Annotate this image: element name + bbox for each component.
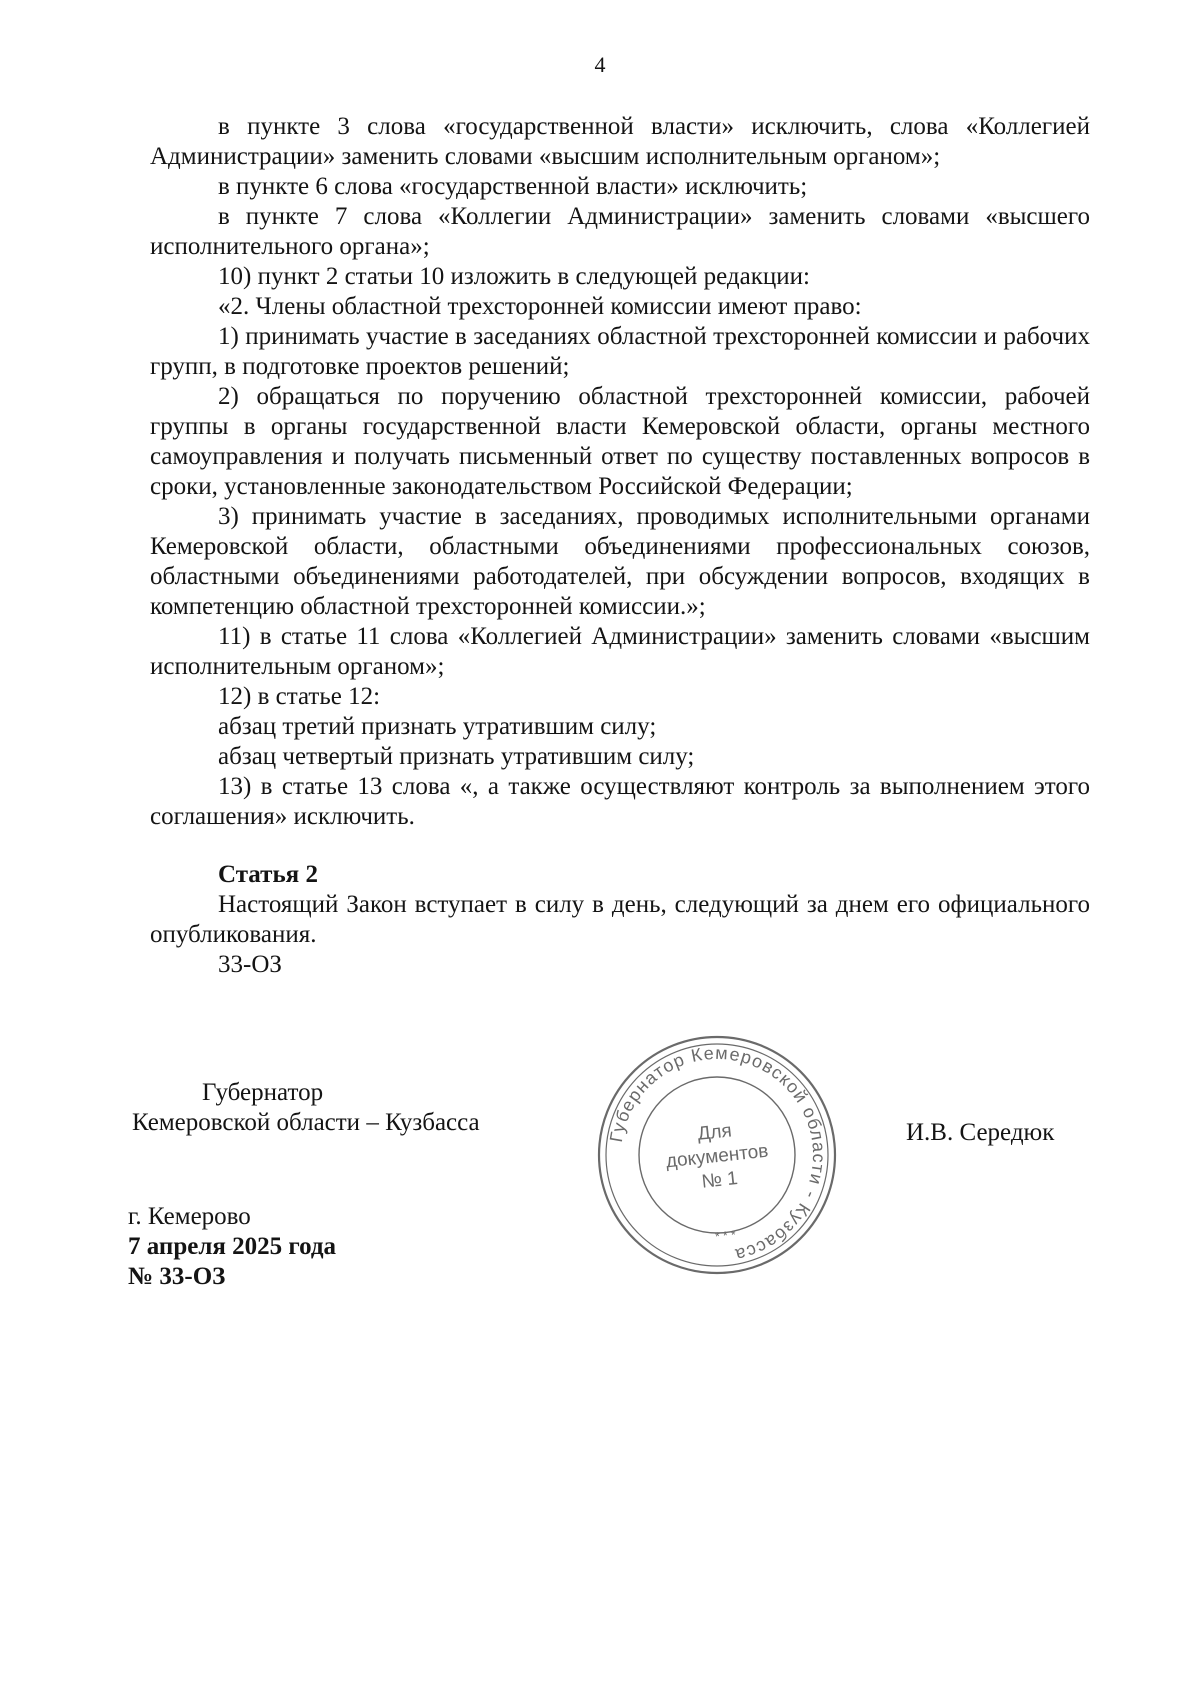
paragraph: 13) в статье 13 слова «, а также осуществляют контроль за выполнением этого соглашения» исключить. <box>150 773 1090 830</box>
signature-title <box>132 1078 532 1138</box>
law-number: № 33-ОЗ <box>128 1263 226 1290</box>
paragraph: 12) в статье 12: <box>218 683 381 710</box>
signatory-name: И.В. Середюк <box>906 1119 1055 1146</box>
seal-stars: * * * <box>714 1227 737 1244</box>
seal-line: Для <box>696 1120 733 1145</box>
paragraph: абзац третий признать утратившим силу; <box>218 713 657 740</box>
paragraph: «2. Члены областной трехсторонней комиссии имеют право: <box>218 293 862 320</box>
signature-title-line: Губернатор <box>202 1079 324 1106</box>
law-code: 33-ОЗ <box>218 951 282 978</box>
adoption-date: 7 апреля 2025 года <box>128 1233 337 1260</box>
seal-ring-text: Губернатор Кемеровской области - Кузбасса <box>605 1042 830 1266</box>
paragraph: в пункте 3 слова «государственной власти» исключить, слова «Коллегией Администрации» заменить словами «высшим исполнительным органом»; <box>150 113 1090 170</box>
paragraph: в пункте 7 слова «Коллегии Администрации» заменить словами «высшего исполнительного органа»; <box>150 203 1090 260</box>
seal-line: документов <box>664 1140 770 1173</box>
law-body <box>150 112 1090 980</box>
article-heading: Статья 2 <box>218 861 318 888</box>
paragraph: 10) пункт 2 статьи 10 изложить в следующей редакции: <box>218 263 810 290</box>
place-date-block <box>128 1202 336 1292</box>
paragraph: в пункте 6 слова «государственной власти» исключить; <box>218 173 808 200</box>
paragraph: абзац четвертый признать утратившим силу; <box>218 743 695 770</box>
city: г. Кемерово <box>128 1203 251 1230</box>
official-seal-stamp <box>592 1030 842 1280</box>
page-number: 4 <box>594 52 606 77</box>
paragraph: 1) принимать участие в заседаниях областной трехсторонней комиссии и рабочих групп, в подготовке проектов решений; <box>150 323 1090 380</box>
article-text: Настоящий Закон вступает в силу в день, следующий за днем его официального опубликования. <box>150 891 1090 948</box>
paragraph: 3) принимать участие в заседаниях, проводимых исполнительными органами Кемеровской области, областными объединениями профессиональных союзов, областными объединениями работодателей, при обсуждении вопросов, входящих в компетенцию областной трехсторонней комиссии.»; <box>150 503 1090 620</box>
spacer <box>150 832 1090 860</box>
signature-title-line: Кемеровской области – Кузбасса <box>132 1109 480 1136</box>
seal-line: № 1 <box>700 1168 739 1193</box>
paragraph: 11) в статье 11 слова «Коллегией Администрации» заменить словами «высшим исполнительным органом»; <box>150 623 1090 680</box>
paragraph: 2) обращаться по поручению областной трехсторонней комиссии, рабочей группы в органы государственной власти Кемеровской области, органы местного самоуправления и получать письменный ответ по существу поставленных вопросов в сроки, установленные законодательством Российской Федерации; <box>150 383 1090 500</box>
